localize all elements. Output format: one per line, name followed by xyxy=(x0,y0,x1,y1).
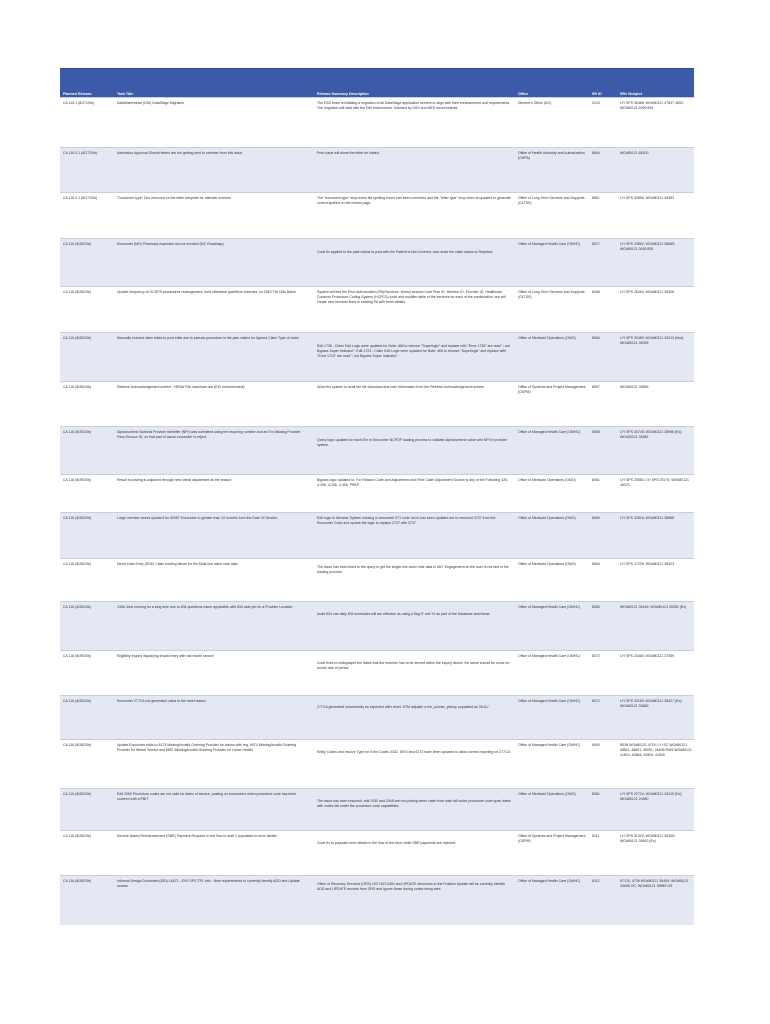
cell-task-title: "Document type" Dev removed on the letter template for member screens xyxy=(117,196,231,200)
cell-release-description: Print issue will alone the letter be halted. xyxy=(317,151,380,155)
cell-sr-subject: LYI SPS 30489; WO#80121 39013 (first); WO#80121 39035 xyxy=(620,336,684,345)
cell-task-title: DataWarehouse (DW) DataStage Migration xyxy=(117,101,185,105)
table-row xyxy=(60,332,694,381)
cell-sr-subject: LYI SPS 20583; LYI SPS 25175; WO#80121 46373 xyxy=(620,478,689,487)
table-row xyxy=(60,650,694,695)
table-header xyxy=(60,68,694,97)
cell-sr-id: 8090 xyxy=(592,743,600,747)
table-row xyxy=(60,238,694,286)
cell-release-description: System will find the Prior Authorization (PA)/Services, Honey session Care Plan ID, Member ID, Provider ID, Healthcare Common Procedure Coding System (HCPCS) code and modifier table of the services for each of the combination; are will create new services lines in existing PA with fresh details. xyxy=(317,290,506,304)
header-office: Office xyxy=(518,92,529,96)
cell-planned-release: CA 116 (8/28/20b) xyxy=(63,478,92,482)
cell-task-title: Large member stores updated for 30087 Encounter to greater than 12 months from the Date Of Service. xyxy=(117,516,279,520)
cell-task-title: Update Encounter edits to 8173 Missing/Invalid Ordering Provider for claims with reg, 6974 Missing/Invalid Ordering Provider for Wheel Vendor and 6557 Missing/Invalid Ordering Provider for Home Health xyxy=(117,743,297,752)
cell-release-description: Edit logic in Member System missing in document 371 code not to has been updated are to removed 3737 from the Encounter Code and update the logic to replace 2737 with 3737 xyxy=(317,516,496,525)
cell-task-title: Edit 2050 Procedure codes are not valid for dates of service, posting on encounters when procedure code has been covered with a PBIT xyxy=(117,792,297,801)
cell-task-title: Direct Data Entry (DDE) Claim loading failure for the Multi-line claim note data xyxy=(117,562,238,566)
table-row xyxy=(60,830,694,875)
cell-sr-subject: WO#80121 68100 xyxy=(620,151,649,155)
table-row xyxy=(60,601,694,650)
table-row xyxy=(60,739,694,788)
cell-planned-release: CA 116 (8/28/20b) xyxy=(63,290,92,294)
cell-sr-id: 8067 xyxy=(592,385,600,389)
cell-release-description: The issue has been resolved, edit 2050 and 2048 are not posting when claim from date fall under procedure code span dates with codes fall under the procedure code capabilities. xyxy=(317,799,511,808)
cell-planned-release: CA 116 (8/28/20b) xyxy=(63,516,92,520)
cell-sr-subject: LYI SPS 23862; WO#80121 38689; WO#80121 0018 836 xyxy=(620,242,676,251)
cell-planned-release: CA 116 (8/28/20b) xyxy=(63,242,92,246)
cell-sr-subject: LYI SPS 32163; WO#80121 38427 (Ex); WO#80121 33683 xyxy=(620,699,683,708)
table-row xyxy=(60,695,694,739)
cell-planned-release: CA 116 (8/28/20b) xyxy=(63,834,92,838)
cell-sr-id: 8112 xyxy=(592,879,600,883)
cell-sr-id: 8072 xyxy=(592,654,600,658)
cell-task-title: Encounter (MH) Pharmacy expected out not enrolled (MC Roadmap) xyxy=(117,242,224,246)
table-row xyxy=(60,286,694,332)
cell-sr-id: 8266 xyxy=(592,290,600,294)
cell-sr-subject: LYI SPS 22724; WO#80121 28415 (Ex); WO#80121 29480 xyxy=(620,792,683,801)
cell-planned-release: CA 116 (8/28/20b) xyxy=(63,385,92,389)
cell-task-title: Update frequency of OCDPS procedures reassignment, hold otherwise specifiers reserves, on CMS FIA CMs Batch xyxy=(117,290,296,294)
cell-sr-subject: WO#80121 39146; WO#80121 39352 (Ex) xyxy=(620,605,687,609)
cell-release-description: 277CA generated successfully as expected after reset. STM adjuster a rim_pointer_pickup populated as 'NULL'. xyxy=(317,705,491,709)
header-sr-subject: SR# /Subject xyxy=(620,92,642,96)
cell-planned-release: CA 116 (8/28/20b) xyxy=(63,743,92,747)
cell-sr-subject: LYI SPS 26294; WO#80121 36308 xyxy=(620,290,675,294)
cell-task-title: Alphanumeric National Provider Identifier (NPI) was submitted using the requiring number and an Em Missing Provider Peso Encoun ID; on that pad of cause encounter to reject. xyxy=(117,430,301,439)
cell-release-description: Edit 1735 - Claim Edit Logic were updated for Note: 465 to remove "Superlogic" and replace with "Error 1735" are read "; not Bypass Super Indicator". Edit 1723 - Claim Edit Logic were updated for Note: 465 to remove "Superlogic" and replace with "Error 1723" are read "; not Bypass Super Indicator". xyxy=(317,344,510,358)
header-task-title: Task Title xyxy=(117,92,134,96)
cell-sr-subject: LYI SPS 31320; WO#80121 39405; WO#80121 39813 (Ex) xyxy=(620,834,676,843)
cell-office: Director's Office (DO) xyxy=(518,101,552,105)
cell-office: Office of Long Term Services and Supports (OLTSS) xyxy=(518,196,585,205)
cell-release-description: Query logic updated for each Em in Encounter NCPDP loading process to validate alphanumeric value with NPI in provider system. xyxy=(317,438,508,447)
table-row xyxy=(60,381,694,426)
header-sr-id: SR ID xyxy=(592,92,602,96)
cell-task-title: Manually entered claim failed to post edits due to pseudo procedure in the plan claims for Agreed Claim Type of claim xyxy=(117,336,299,340)
cell-office: Office of Medicaid Operations (OMO) xyxy=(518,478,576,482)
cell-planned-release: CA 116 (8/28/20b) xyxy=(63,562,92,566)
cell-sr-subject: REW WO#80121 4715; LYI SC WO#80121 48811; 48601, 45091, 45409 RW4 WO#80121 41810, 40846, 43904, 41809 xyxy=(620,743,692,757)
cell-planned-release: CA 116.1 (8/27/20b) xyxy=(63,101,95,105)
release-table xyxy=(60,68,694,925)
header-planned-release: Planned Release xyxy=(63,92,92,96)
cell-office: Office of Managed Health Care (OMHC) xyxy=(518,654,581,658)
cell-office: Office of Managed Health Care (OMHC) xyxy=(518,743,581,747)
table-row xyxy=(60,97,694,147)
cell-office: Office of Managed Health Care (OMHC) xyxy=(518,605,581,609)
cell-task-title: Informal Design Document (IDD) 14673 - EVS SPS TPL Info - New requirements to currently identify ADD and Update access xyxy=(117,879,300,888)
cell-release-description: The DSS team is initiating a migration of all DataStage application servers to align with their enhancement and requirements. The migration will start with the DW environment, followed by DSS and MED environments. xyxy=(317,101,511,110)
cell-release-description: Entity Codes and Invoice Type for Error Codes 3332, 6974 and 6173 have been updated to allow correct reporting on 277CA. xyxy=(317,750,511,754)
cell-sr-subject: LYI SPS 23463; WO#80121 37059 xyxy=(620,654,675,658)
cell-office: Office of Managed Health Care (OMHC) xyxy=(518,242,581,246)
table-row xyxy=(60,474,694,512)
cell-office: Office of Medicaid Operations (OMO) xyxy=(518,336,576,340)
cell-planned-release: CA 116 (8/28/20b) xyxy=(63,699,92,703)
cell-sr-id: 8064 xyxy=(592,562,600,566)
table-row xyxy=(60,558,694,601)
cell-office: Office of Medicaid Operations (OMO) xyxy=(518,516,576,520)
table-row xyxy=(60,426,694,474)
cell-office: Office of Managed Health Care (OMHC) xyxy=(518,430,581,434)
cell-sr-id: 8604 xyxy=(592,151,600,155)
cell-planned-release: CA 116 (8/28/20b) xyxy=(63,654,92,658)
cell-release-description: Audit 834 one daily 834 schedules will are effective as using a flag 'if' one 'N' as part of the Database and frame. xyxy=(317,612,491,616)
cell-task-title: Eligibility Inquiry displaying invalid entry with rad month search xyxy=(117,654,214,658)
cell-planned-release: CA 116 (8/28/20b) xyxy=(63,792,92,796)
cell-task-title: Admission Approval /Denial letters are not getting sent to member from this issue xyxy=(117,151,243,155)
cell-sr-id: 8083 xyxy=(592,605,600,609)
cell-planned-release: CA 116 (8/28/20b) xyxy=(63,605,92,609)
cell-office: Office of Managed Health Care (OMHC) xyxy=(518,699,581,703)
cell-task-title: Service Based Reimbursement (SBR) Payment Request: In the flow in draft 2 populated to error details xyxy=(117,834,277,838)
cell-release-description: Bypass logic updated to: For Reason Code and Adjustment and If the Claim Adjustment Source is any of the Following 320, 4-206, 4-206, 4-306, PREP xyxy=(317,478,509,487)
cell-sr-subject: LYI SPS 17239; WO#80121 38423 xyxy=(620,562,675,566)
table-row xyxy=(60,512,694,558)
cell-sr-id: 8017 xyxy=(592,242,600,246)
cell-release-description: Allow the system to avail the file download and user information from the Retrieve Acknowledgement screen. xyxy=(317,385,486,389)
cell-task-title: Encounter 277CA not generated value to the reset claims xyxy=(117,699,206,703)
cell-release-description: Office of Recovery Services (ORS) 100 1923 ADD and UPDATE structures in the Position Update will be correctly identify ADD and UPDATE records from ORS and ignore those during codes being sent. xyxy=(317,882,505,891)
header-release-summary: Release Summary Description xyxy=(317,92,369,96)
cell-sr-id: 8651 xyxy=(592,196,600,200)
cell-planned-release: CA 116 (8/28/20b) xyxy=(63,430,92,434)
cell-sr-id: 8060 xyxy=(592,516,600,520)
cell-sr-subject: LYI SPS 32816; WO#80121 38888 xyxy=(620,516,675,520)
cell-planned-release: CA 116.0.1 (8/27/20b) xyxy=(63,196,97,200)
cell-task-title: 1306 Jobs running for a long time due to 834 questions name applicable with 834 date job for a Provider Location xyxy=(117,605,293,609)
cell-sr-id: 8061 xyxy=(592,478,600,482)
cell-sr-id: 8084 xyxy=(592,336,600,340)
cell-office: Office of Long Term Services and Supports (OLTSS) xyxy=(518,290,585,299)
cell-office: Office of Health Authority and Authorization (OHPA) xyxy=(518,151,585,160)
cell-office: Office of Managed Health Care (OMHC) xyxy=(518,879,581,883)
cell-task-title: Retrieve Acknowledgement screen - HIPAA File download unit (EIC enhancement) xyxy=(117,385,245,389)
cell-office: Office of Systems and Project Management (OSPM) xyxy=(518,834,586,843)
cell-release-description: Code fix to populate error details in the flow of the error while SBR payments are rejected. xyxy=(317,841,457,845)
cell-release-description: Code fixes to redisplayed the dates that the member has to be served within the inquiry above, the same should be some for month rate of period. xyxy=(317,661,510,670)
table-row xyxy=(60,788,694,830)
cell-sr-subject: LYI SPS 30896; WO#80121 46383 xyxy=(620,196,675,200)
cell-sr-subject: LYI SPS 30745; WO#80121 38998 (Ex); WO#80121 39482 xyxy=(620,430,683,439)
cell-sr-id: 8111 xyxy=(592,834,600,838)
cell-sr-subject: ECOS, 4739 WO#80121 38409; WO#80121 39698 OC; WO#80121 39889 OS xyxy=(620,879,689,888)
cell-office: Office of Medicaid Operations (OMO) xyxy=(518,562,576,566)
cell-sr-id: 8072 xyxy=(592,699,600,703)
cell-task-title: Result is posting in-adjacent through new check adjustment as the reason xyxy=(117,478,232,482)
cell-release-description: The "document type" drop down file spelling errors has been corrected and the "letter type" drop down is updated to generate correct spelled on the review page. xyxy=(317,196,511,205)
table-row xyxy=(60,875,694,925)
table-row xyxy=(60,192,694,238)
cell-office: Office of Systems and Project Management (OSPM) xyxy=(518,385,586,394)
cell-planned-release: CA 116 (8/28/20b) xyxy=(63,336,92,340)
cell-planned-release: CA 116.0.1 (8/27/20b) xyxy=(63,151,97,155)
cell-sr-subject: WO#80121 39896 xyxy=(620,385,649,389)
cell-release-description: The issue has been fixed to the query to get the single-line claim note data in MLT Engagement an the user is not fast in the loading process. xyxy=(317,565,509,574)
cell-office: Office of Medicaid Operations (OMO) xyxy=(518,792,576,796)
table-body xyxy=(60,97,694,925)
cell-planned-release: CA 116 (8/28/20b) xyxy=(63,879,92,883)
cell-sr-id: 8080 xyxy=(592,430,600,434)
cell-sr-id: 0223 xyxy=(592,101,600,105)
cell-sr-id: 8081 xyxy=(592,792,600,796)
cell-sr-subject: LYI SPS 35485; WO#80121 47837 4692; WO#80121 4099 894 xyxy=(620,101,684,110)
cell-release-description: Code fix applied to the past claims to post with the Patient is Not Covered, and reuse the claim status to Rejected. xyxy=(317,250,494,254)
table-row xyxy=(60,147,694,192)
